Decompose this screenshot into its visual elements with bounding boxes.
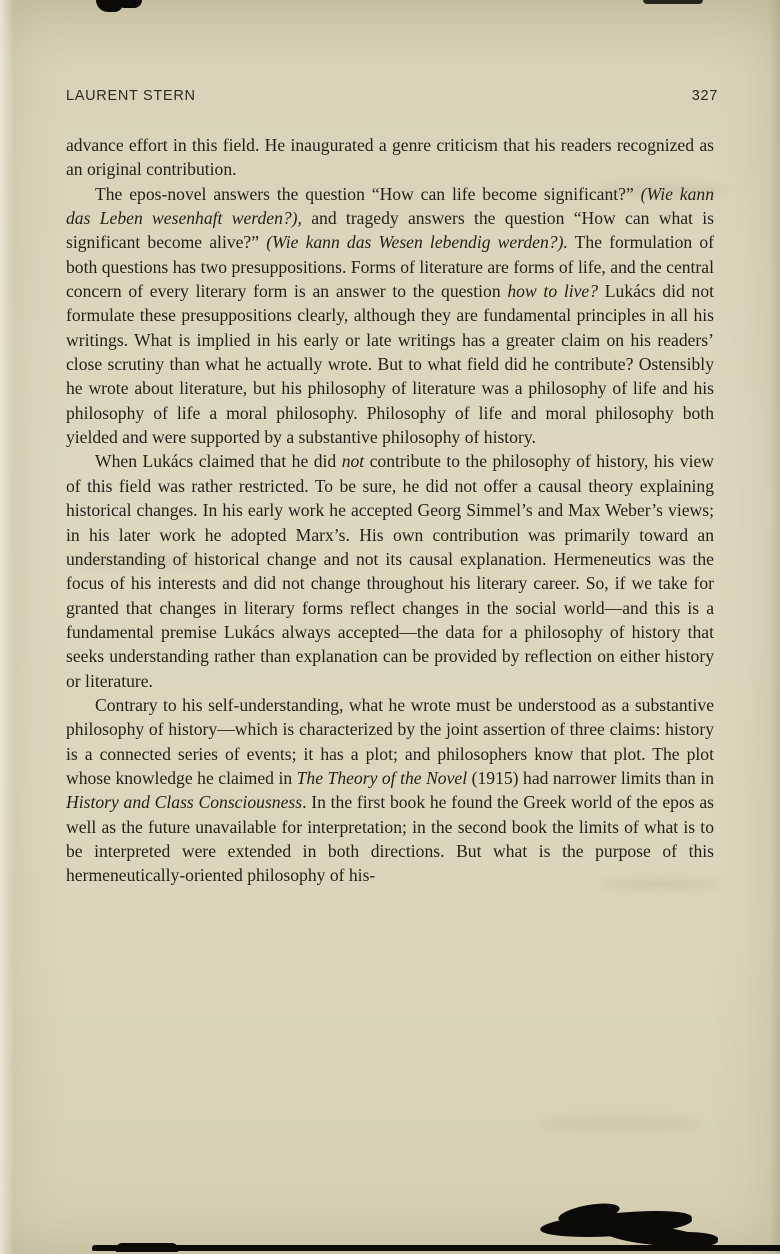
text-run: (1915) had narrower limits than in bbox=[467, 767, 714, 788]
running-head bbox=[66, 88, 718, 104]
italic-text-run: The Theory of the Novel bbox=[296, 767, 468, 788]
paragraph bbox=[66, 449, 714, 692]
page-number: 327 bbox=[691, 88, 718, 104]
text-run: contribute to the philosophy of history, his view of this field was rather restricted. To be sure, he did not offer a causal theory explaining historical changes. In his early work he accepted Georg Simmel’s and Max Weber’s views; in his later work he adopted Marx’s. His own contribution was primarily toward an understanding of historical change and not its causal explanation. Hermeneutics was the focus of his interests and did not change throughout his literary career. So, if we take for granted that changes in literary forms reflect changes in the social world—and this is a fundamental premise Lukács always accepted—the data for a philosophy of history that seeks understanding rather than explanation can be provided by reflection on either history or literature. bbox=[66, 451, 715, 691]
italic-text-run: how to live? bbox=[507, 281, 599, 302]
italic-text-run: (Wie kann das Leben wesenhaft werden?), bbox=[66, 183, 714, 229]
page-right-edge-shadow bbox=[770, 0, 780, 1254]
italic-text-run: not bbox=[341, 451, 365, 472]
text-run: . In the first book he found the Greek world of the epos as well as the future unavailable for interpretation; in the second book the limits of what is to be interpreted were extended in both directions. But what is the purpose of this hermeneutically-oriented philosophy of his- bbox=[66, 792, 715, 886]
text-run: Lukács did not formulate these presuppositions clearly, although they are fundamental principles in all his writings. What is implied in his early or late writings has a greater claim on his readers’ close scrutiny than what he actually wrote. But to what field did he contribute? Ostensibly he wrote about literature, but his philosophy of literature was a philosophy of life and his philosophy of life a moral philosophy. Philosophy of life and moral philosophy both yielded and were supported by a substantive philosophy of history. bbox=[66, 281, 714, 448]
text-run: and tragedy answers the question “How can what is significant become alive?” bbox=[66, 208, 714, 253]
page-left-edge-highlight bbox=[0, 0, 14, 1254]
scan-artifact-top-streak bbox=[643, 0, 703, 4]
italic-text-run: (Wie kann das Wesen lebendig werden?). bbox=[266, 232, 568, 253]
paragraph bbox=[66, 133, 714, 182]
paragraph bbox=[66, 182, 714, 450]
bleed-through-smudge bbox=[70, 556, 220, 568]
text-run: The formulation of both questions has two presuppositions. Forms of literature are forms of life, and the central concern of every literary form is an answer to the question bbox=[66, 232, 715, 302]
scan-artifact-bottom-edge bbox=[92, 1245, 780, 1251]
text-run: advance effort in this field. He inaugurated a genre criticism that his readers recognized as an original contribution. bbox=[66, 135, 714, 180]
bleed-through-smudge bbox=[596, 183, 726, 197]
bleed-through-smudge bbox=[540, 1118, 700, 1130]
italic-text-run: History and Class Consciousness bbox=[66, 792, 303, 813]
text-run: The epos-novel answers the question “How can life become significant?” bbox=[95, 183, 641, 204]
author-name: LAURENT STERN bbox=[66, 88, 196, 104]
bleed-through-smudge bbox=[600, 878, 720, 891]
paragraph bbox=[66, 693, 714, 888]
text-run: When Lukács claimed that he did bbox=[95, 451, 342, 472]
text-run: Contrary to his self-understanding, what he wrote must be understood as a substantive philosophy of history—which is characterized by the joint assertion of three claims: history is a connected series of events; it has a plot; and philosophers know that plot. The plot whose knowledge he claimed in bbox=[66, 694, 714, 788]
page-body bbox=[66, 133, 714, 888]
scan-artifact-top-blob bbox=[119, 0, 142, 8]
